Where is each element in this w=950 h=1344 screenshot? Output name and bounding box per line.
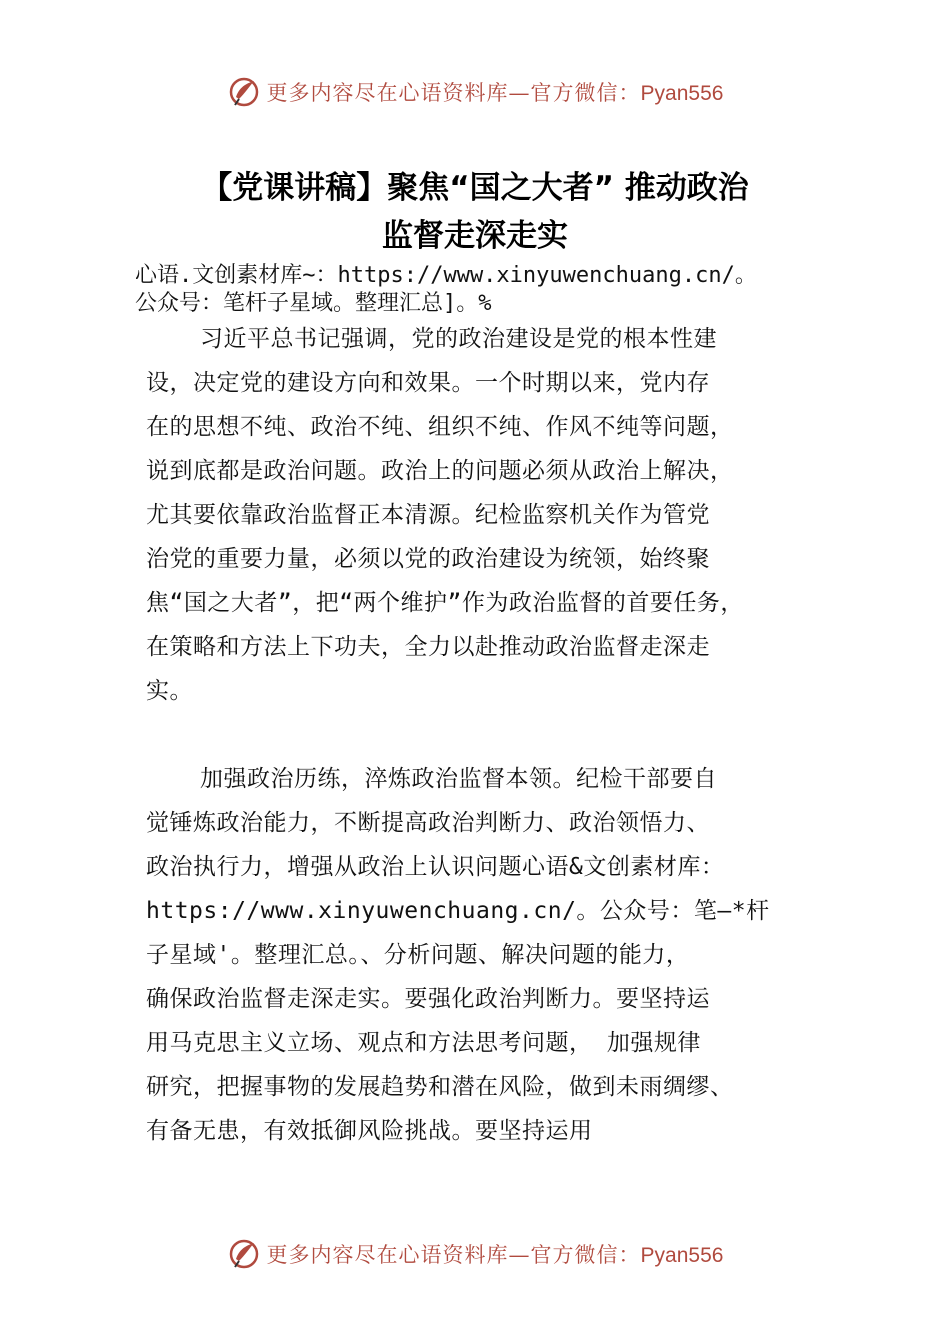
paragraph-2-line: 研究，把握事物的发展趋势和潜在风险，做到未雨绸缪、 bbox=[146, 1074, 734, 1100]
paragraph-1-line: 说到底都是政治问题。政治上的问题必须从政治上解决， bbox=[146, 458, 734, 484]
header-banner bbox=[0, 70, 950, 114]
paragraph-1-line: 治党的重要力量，必须以党的政治建设为统领，始终聚 bbox=[146, 546, 710, 572]
paragraph-1-line: 设，决定党的建设方向和效果。一个时期以来，党内存 bbox=[146, 370, 710, 396]
logo-icon bbox=[227, 1237, 261, 1271]
paragraph-2-line: 子星域'。整理汇总。、分析问题、解决问题的能力， bbox=[146, 942, 690, 968]
banner-label: 更多内容尽在心语资料库—官方微信： bbox=[266, 1243, 641, 1267]
paragraph-1-line: 在策略和方法上下功夫，全力以赴推动政治监督走深走 bbox=[146, 634, 710, 660]
paragraph-1-line: 尤其要依靠政治监督正本清源。纪检监察机关作为管党 bbox=[146, 502, 710, 528]
banner-text bbox=[267, 1239, 724, 1269]
source-line-1: 心语.文创素材库~：https://www.xinyuwenchuang.cn/。 bbox=[135, 263, 757, 288]
wechat-id: Pyan556 bbox=[640, 1244, 724, 1267]
paragraph-2-line: 用马克思主义立场、观点和方法思考问题， 加强规律 bbox=[146, 1030, 701, 1056]
banner-text bbox=[267, 77, 724, 107]
paragraph-2-line: 加强政治历练，淬炼政治监督本领。纪检干部要自 bbox=[200, 766, 717, 792]
paragraph-1-line: 习近平总书记强调，党的政治建设是党的根本性建 bbox=[200, 326, 717, 352]
paragraph-1-line: 在的思想不纯、政治不纯、组织不纯、作风不纯等问题， bbox=[146, 414, 734, 440]
paragraph-2-line: 确保政治监督走深走实。要强化政治判断力。要坚持运 bbox=[146, 986, 710, 1012]
document-title-line-1: 【党课讲稿】聚焦“国之大者” 推动政治 bbox=[201, 170, 749, 206]
wechat-id: Pyan556 bbox=[640, 82, 724, 105]
paragraph-1-line: 实。 bbox=[146, 678, 193, 704]
logo-icon bbox=[227, 75, 261, 109]
source-line-2: 公众号：笔杆子星域。整理汇总]。% bbox=[135, 291, 492, 316]
paragraph-2-line: 政治执行力，增强从政治上认识问题心语&文创素材库： bbox=[146, 854, 725, 880]
banner-label: 更多内容尽在心语资料库—官方微信： bbox=[266, 81, 641, 105]
paragraph-2-line: https://www.xinyuwenchuang.cn/。公众号：笔—*杆 bbox=[146, 898, 770, 924]
paragraph-2-line: 觉锤炼政治能力，不断提高政治判断力、政治领悟力、 bbox=[146, 810, 710, 836]
footer-banner bbox=[0, 1232, 950, 1276]
document-title-line-2: 监督走深走实 bbox=[382, 218, 568, 254]
paragraph-1-line: 焦“国之大者”，把“两个维护”作为政治监督的首要任务， bbox=[146, 590, 744, 616]
paragraph-2-line: 有备无患，有效抵御风险挑战。要坚持运用 bbox=[146, 1118, 593, 1144]
